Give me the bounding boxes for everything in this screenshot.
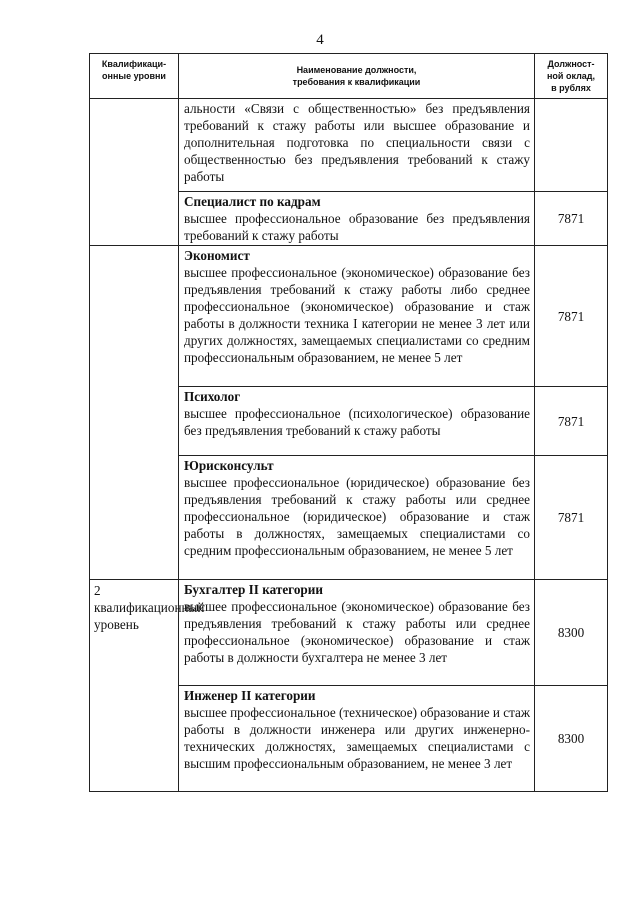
header-salary: Должност- ной оклад, в рублях: [535, 54, 608, 99]
level-cell: [90, 246, 179, 580]
salary-cell: 8300: [535, 580, 608, 686]
position-cell: [179, 580, 535, 686]
position-description: высшее профессиональное (юридическое) образование без предъявления требований к стажу работы или среднее профессиональное (юридическое) образование и стаж работы в должностях, замещаемых специалистами со средним профессиональным образованием, не менее 5 лет: [184, 475, 530, 558]
salary-cell: 7871: [535, 456, 608, 580]
position-description: высшее профессиональное (техническое) образование и стаж работы в должности инженера или других инженерно-технических должностях, замещаемых специалистами с высшим профессиональным образованием, не менее 3 лет: [184, 705, 530, 771]
salary-cell: 7871: [535, 387, 608, 456]
position-cell: [179, 456, 535, 580]
qualification-table: [89, 53, 608, 792]
position-description: высшее профессиональное образование без предъявления требований к стажу работы: [184, 211, 530, 243]
position-cell: [179, 686, 535, 792]
salary-cell: 7871: [535, 192, 608, 246]
position-description: альности «Связи с общественностью» без предъявления требований к стажу работы или высшее образование и дополнительная подготовка по специальности связи с общественностью без предъявления требований к стажу работы: [184, 101, 530, 184]
position-cell: [179, 246, 535, 387]
table-row: [90, 246, 608, 387]
position-cell: [179, 192, 535, 246]
position-description: высшее профессиональное (экономическое) образование без предъявления требований к стажу работы или среднее профессиональное (экономическое) образование и стаж работы в должности бухгалтера не менее 3 лет: [184, 599, 530, 665]
position-title: Специалист по кадрам: [184, 194, 321, 209]
position-description: высшее профессиональное (экономическое) образование без предъявления требований к стажу работы либо среднее профессиональное (экономическое) образование и стаж работы в должности техника I категории не менее 3 лет или других должностях, замещаемых специалистами со средним профессиональным образованием, не менее 5 лет: [184, 265, 530, 365]
header-position: Наименование должности, требования к квалификации: [179, 54, 535, 99]
salary-cell: 7871: [535, 246, 608, 387]
salary-cell: 8300: [535, 686, 608, 792]
table-header-row: [90, 54, 608, 99]
position-title: Психолог: [184, 389, 241, 404]
position-cell: [179, 387, 535, 456]
position-title: Экономист: [184, 248, 250, 263]
position-cell: [179, 99, 535, 192]
position-title: Бухгалтер II категории: [184, 582, 323, 597]
position-title: Юрисконсульт: [184, 458, 274, 473]
level-cell: [90, 99, 179, 246]
level-cell: 2 квалификационный уровень: [90, 580, 179, 792]
page-number: 4: [316, 32, 324, 48]
position-title: Инженер II категории: [184, 688, 316, 703]
position-description: высшее профессиональное (психологическое) образование без предъявления требований к стажу работы: [184, 406, 530, 438]
salary-cell: [535, 99, 608, 192]
table-row: [90, 580, 608, 686]
table-row: [90, 99, 608, 192]
header-levels: Квалификаци- онные уровни: [90, 54, 179, 99]
